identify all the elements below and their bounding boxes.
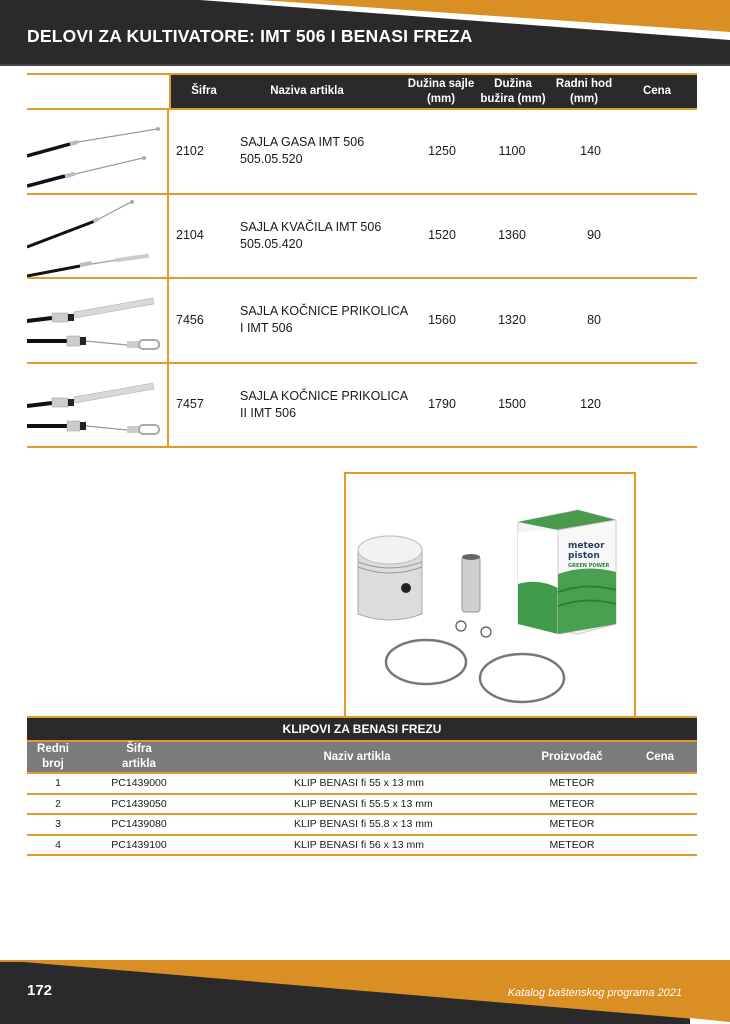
cable-length: 1790 [428,397,456,412]
throttle-cable-image [27,110,169,193]
row-number: 1 [55,777,61,790]
stroke: 120 [580,397,601,412]
piston-kit-image [344,472,636,718]
table-row [27,795,697,816]
table-row [27,195,697,280]
cable-length: 1250 [428,143,456,158]
col-header-code: Šifra [191,85,217,97]
stroke: 80 [587,312,601,327]
col-header-manufacturer: Proizvođač [541,750,603,763]
col-header-name: Naziv artikla [323,750,391,763]
piston-ring-icon [386,640,466,684]
table-row [27,364,697,449]
item-code: PC1439100 [111,838,167,851]
sleeve-length: 1100 [498,143,526,158]
price [627,279,687,362]
col-header-price: Cena [642,85,672,97]
circlip-icon [481,627,491,637]
stroke: 140 [580,143,601,158]
table-row [27,815,697,836]
piston-ring-icon [480,654,564,702]
price [627,364,687,447]
piston-pin-icon [462,554,480,612]
cable-table-header [27,73,697,110]
table-row [27,836,697,857]
piston-box-icon [518,510,616,634]
circlip-icon [456,621,466,631]
row-number: 4 [55,838,61,851]
piston-table-header [27,740,697,774]
table-row [27,279,697,364]
stroke: 90 [587,228,601,243]
piston-table-title: KLIPOVI ZA BENASI FREZU [27,716,697,740]
price [627,815,697,834]
item-name: SAJLA KOČNICE PRIKOLICA I IMT 506 [240,304,409,336]
item-name: SAJLA GASA IMT 506 505.05.520 [240,135,365,167]
row-number: 3 [55,818,61,831]
item-code: PC1439000 [111,777,167,790]
price [627,836,697,855]
sleeve-length: 1360 [498,228,526,243]
catalog-name: Katalog baštenskog programa 2021 [507,987,682,999]
page-header [0,0,730,66]
item-code: 2104 [176,228,204,243]
item-name: KLIP BENASI fi 56 x 13 mm [294,838,424,851]
price [627,774,697,793]
item-code: PC1439080 [111,818,167,831]
clutch-cable-image [27,195,169,278]
box-brand-line2: piston [568,551,600,561]
image-column-header [27,75,169,108]
price [627,795,697,814]
price [627,110,687,193]
piston-icon [358,536,422,620]
brake-cable-image [27,364,169,447]
item-name: KLIP BENASI fi 55 x 13 mm [294,777,424,790]
manufacturer: METEOR [549,818,595,831]
cable-table [27,73,697,448]
row-number: 2 [55,797,61,810]
page-footer [0,960,730,1024]
item-code: 7456 [176,312,204,327]
col-header-name: Naziva artikla [270,85,344,97]
cable-length: 1520 [428,228,456,243]
manufacturer: METEOR [549,838,595,851]
item-name: KLIP BENASI fi 55.8 x 13 mm [294,818,433,831]
col-header-sleeve-length: Dužina bužira (mm) [480,77,546,105]
table-row [27,110,697,195]
box-brand-line1: meteor [568,541,605,551]
table-row [27,774,697,795]
page-title: DELOVI ZA KULTIVATORE: IMT 506 I BENASI FREZA [27,26,473,46]
col-header-price: Cena [645,750,675,763]
item-name: SAJLA KVAČILA IMT 506 505.05.420 [240,219,382,251]
item-code: PC1439050 [111,797,167,810]
sleeve-length: 1320 [498,312,526,327]
box-tagline: GREEN POWER [568,563,610,569]
page-number: 172 [27,982,53,999]
sleeve-length: 1500 [498,397,526,412]
piston-table [27,716,697,856]
manufacturer: METEOR [549,797,595,810]
cable-length: 1560 [428,312,456,327]
brake-cable-image [27,279,169,362]
col-header-cable-length: Dužina sajle (mm) [407,77,475,105]
item-code: 2102 [176,143,204,158]
item-name: SAJLA KOČNICE PRIKOLICA II IMT 506 [240,388,409,420]
col-header-stroke: Radni hod (mm) [555,77,613,105]
item-code: 7457 [176,397,204,412]
manufacturer: METEOR [549,777,595,790]
price [627,195,687,278]
item-name: KLIP BENASI fi 55.5 x 13 mm [294,797,433,810]
col-header-code: Šifra artikla [122,743,156,770]
col-header-no: Redni broj [37,743,69,770]
